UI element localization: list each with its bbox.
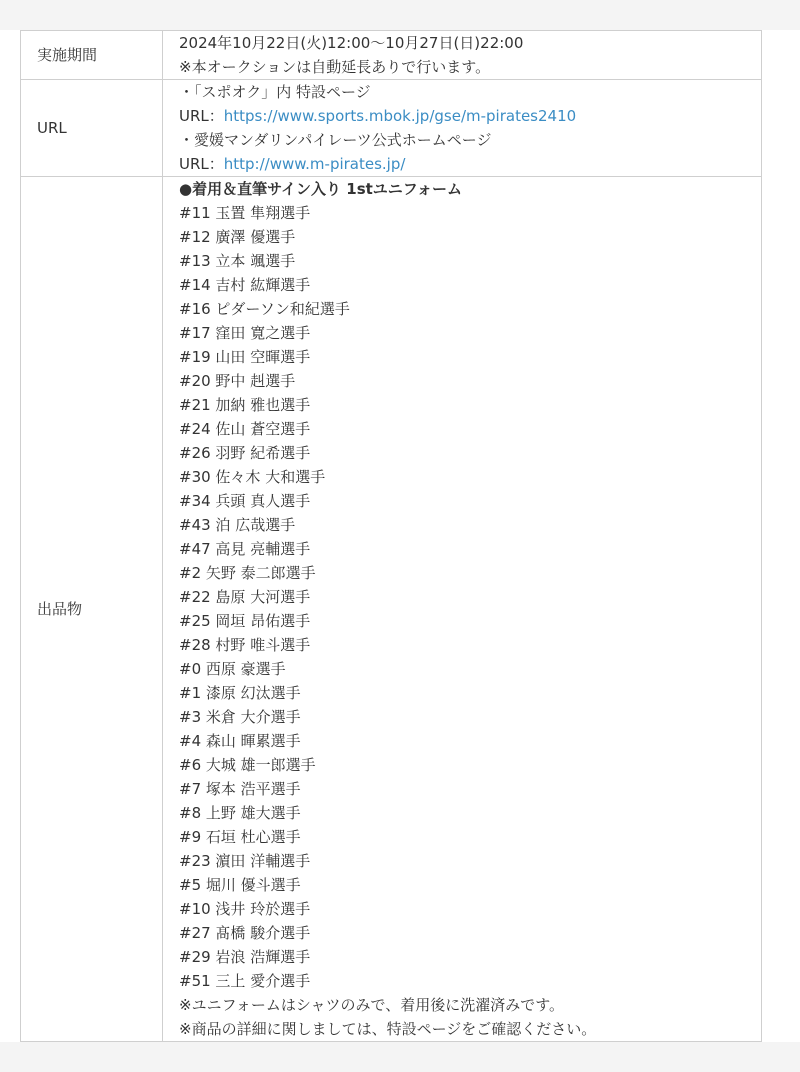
list-item: #25 岡垣 昂佑選手: [179, 612, 311, 630]
table-row-items: [21, 177, 762, 1042]
list-item: #8 上野 雄大選手: [179, 804, 301, 822]
list-item: #27 髙橋 駿介選手: [179, 924, 311, 942]
official-site-url-line: [179, 152, 755, 176]
items-note-details: ※商品の詳細に関しましては、特設ページをご確認ください。: [179, 1020, 597, 1038]
list-item: #51 三上 愛介選手: [179, 972, 311, 990]
list-item: #22 島原 大河選手: [179, 588, 311, 606]
list-item: #16 ピダーソン和紀選手: [179, 300, 350, 318]
list-item: #20 野中 赳選手: [179, 372, 296, 390]
list-item: #10 浅井 玲於選手: [179, 900, 311, 918]
list-item: #47 高見 亮輔選手: [179, 540, 311, 558]
list-item: #14 吉村 紘輝選手: [179, 276, 311, 294]
list-item: #9 石垣 杜心選手: [179, 828, 301, 846]
items-value: [163, 177, 762, 1042]
list-item: #6 大城 雄一郎選手: [179, 756, 316, 774]
auction-info-table: [20, 30, 762, 1042]
period-label: 実施期間: [21, 31, 163, 80]
list-item: #17 窪田 寛之選手: [179, 324, 311, 342]
special-page-link[interactable]: https://www.sports.mbok.jp/gse/m-pirates2410: [223, 107, 577, 125]
list-item: #28 村野 唯斗選手: [179, 636, 311, 654]
list-item: #19 山田 空暉選手: [179, 348, 311, 366]
table-row-url: [21, 80, 762, 177]
url-prefix: URL：: [179, 107, 224, 125]
items-label: 出品物: [21, 177, 163, 1042]
url-prefix: URL：: [179, 155, 224, 173]
list-item: #4 森山 暉累選手: [179, 732, 301, 750]
list-item: #29 岩浪 浩輝選手: [179, 948, 311, 966]
list-item: #2 矢野 泰二郎選手: [179, 564, 316, 582]
list-item: #30 佐々木 大和選手: [179, 468, 326, 486]
list-item: #5 堀川 優斗選手: [179, 876, 301, 894]
list-item: #26 羽野 紀希選手: [179, 444, 311, 462]
list-item: #11 玉置 隼翔選手: [179, 204, 311, 222]
official-site-link[interactable]: http://www.m-pirates.jp/: [223, 155, 406, 173]
period-value: [163, 31, 762, 80]
official-site-heading: ・愛媛マンダリンパイレーツ公式ホームページ: [179, 131, 492, 149]
list-item: #24 佐山 蒼空選手: [179, 420, 311, 438]
list-item: #3 米倉 大介選手: [179, 708, 301, 726]
items-note-laundered: ※ユニフォームはシャツのみで、着用後に洗濯済みです。: [179, 996, 565, 1014]
items-heading: ●着用＆直筆サイン入り 1stユニフォーム: [179, 180, 463, 198]
period-dates: 2024年10月22日(火)12:00〜10月27日(日)22:00: [179, 34, 524, 52]
list-item: #7 塚本 浩平選手: [179, 780, 301, 798]
list-item: #34 兵頭 真人選手: [179, 492, 311, 510]
list-item: #1 漆原 幻汰選手: [179, 684, 301, 702]
special-page-url-line: [179, 104, 755, 128]
period-note: ※本オークションは自動延長ありで行います。: [179, 58, 491, 76]
table-row-period: [21, 31, 762, 80]
list-item: #21 加納 雅也選手: [179, 396, 311, 414]
list-item: #0 西原 豪選手: [179, 660, 286, 678]
list-item: #12 廣澤 優選手: [179, 228, 296, 246]
list-item: #23 濵田 洋輔選手: [179, 852, 311, 870]
list-item: #43 泊 広哉選手: [179, 516, 296, 534]
url-label: URL: [21, 80, 163, 177]
special-page-heading: ・「スポオク」内 特設ページ: [179, 83, 371, 101]
list-item: #13 立本 颯選手: [179, 252, 296, 270]
url-value: [163, 80, 762, 177]
